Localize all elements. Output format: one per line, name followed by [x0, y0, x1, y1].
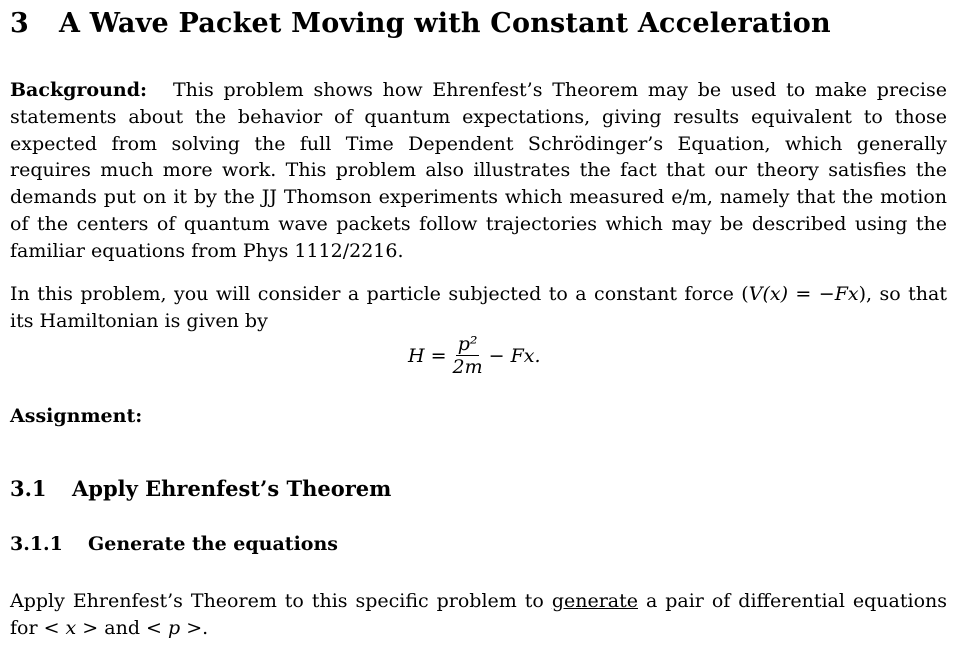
background-paragraph	[10, 77, 947, 265]
section-title: A Wave Packet Moving with Constant Acceleration	[59, 8, 831, 39]
x-expectation: < x >	[43, 616, 99, 639]
section-heading	[10, 8, 831, 39]
hamiltonian-intro-text-after: ), so that its Hamiltonian is given by	[10, 283, 947, 332]
subsection-title: Apply Ehrenfest’s Theorem	[72, 476, 392, 501]
apply-paragraph	[10, 588, 947, 642]
equation-rest: − Fx.	[488, 345, 541, 367]
apply-and: and	[98, 616, 147, 639]
equation-lhs: H =	[408, 345, 447, 367]
kinetic-fraction	[453, 334, 483, 378]
subsection-number: 3.1	[10, 476, 47, 501]
apply-text-before: Apply Ehrenfest’s Theorem to this specific problem to	[10, 590, 552, 612]
fraction-denominator: 2m	[452, 356, 483, 378]
assignment-label: Assignment:	[10, 405, 143, 427]
subsubsection-number: 3.1.1	[10, 533, 63, 555]
document-page	[10, 0, 947, 661]
subsection-heading	[10, 476, 391, 501]
generate-underlined: generate	[551, 590, 638, 612]
hamiltonian-intro-paragraph	[10, 281, 947, 335]
section-number: 3	[10, 8, 29, 39]
background-label: Background:	[10, 79, 147, 101]
p-expectation: < p >	[146, 616, 203, 639]
hamiltonian-intro-text-before: In this problem, you will consider a particle subjected to a constant force (	[10, 283, 749, 305]
potential-expression: V(x) = −Fx	[748, 283, 859, 305]
subsubsection-heading	[10, 533, 338, 555]
background-text: This problem shows how Ehrenfest’s Theorem may be used to make precise statements about the behavior of quantum expectations, giving results equivalent to those expected from solving the full Time Dependent Schrödinger’s Equation, which generally requires much more work. This problem also illustrates the fact that our theory satisfies the demands put on it by the JJ Thomson experiments which measured e/m, namely that the motion of the centers of quantum wave packets follow trajectories which may be described using the familiar equations from Phys 1112/2216.	[10, 79, 947, 262]
fraction-numerator: p²	[457, 333, 478, 355]
subsubsection-title: Generate the equations	[88, 533, 338, 555]
apply-text-middle: a pair of differential equations for	[10, 590, 948, 639]
apply-end: .	[202, 616, 209, 639]
hamiltonian-equation	[408, 334, 541, 378]
